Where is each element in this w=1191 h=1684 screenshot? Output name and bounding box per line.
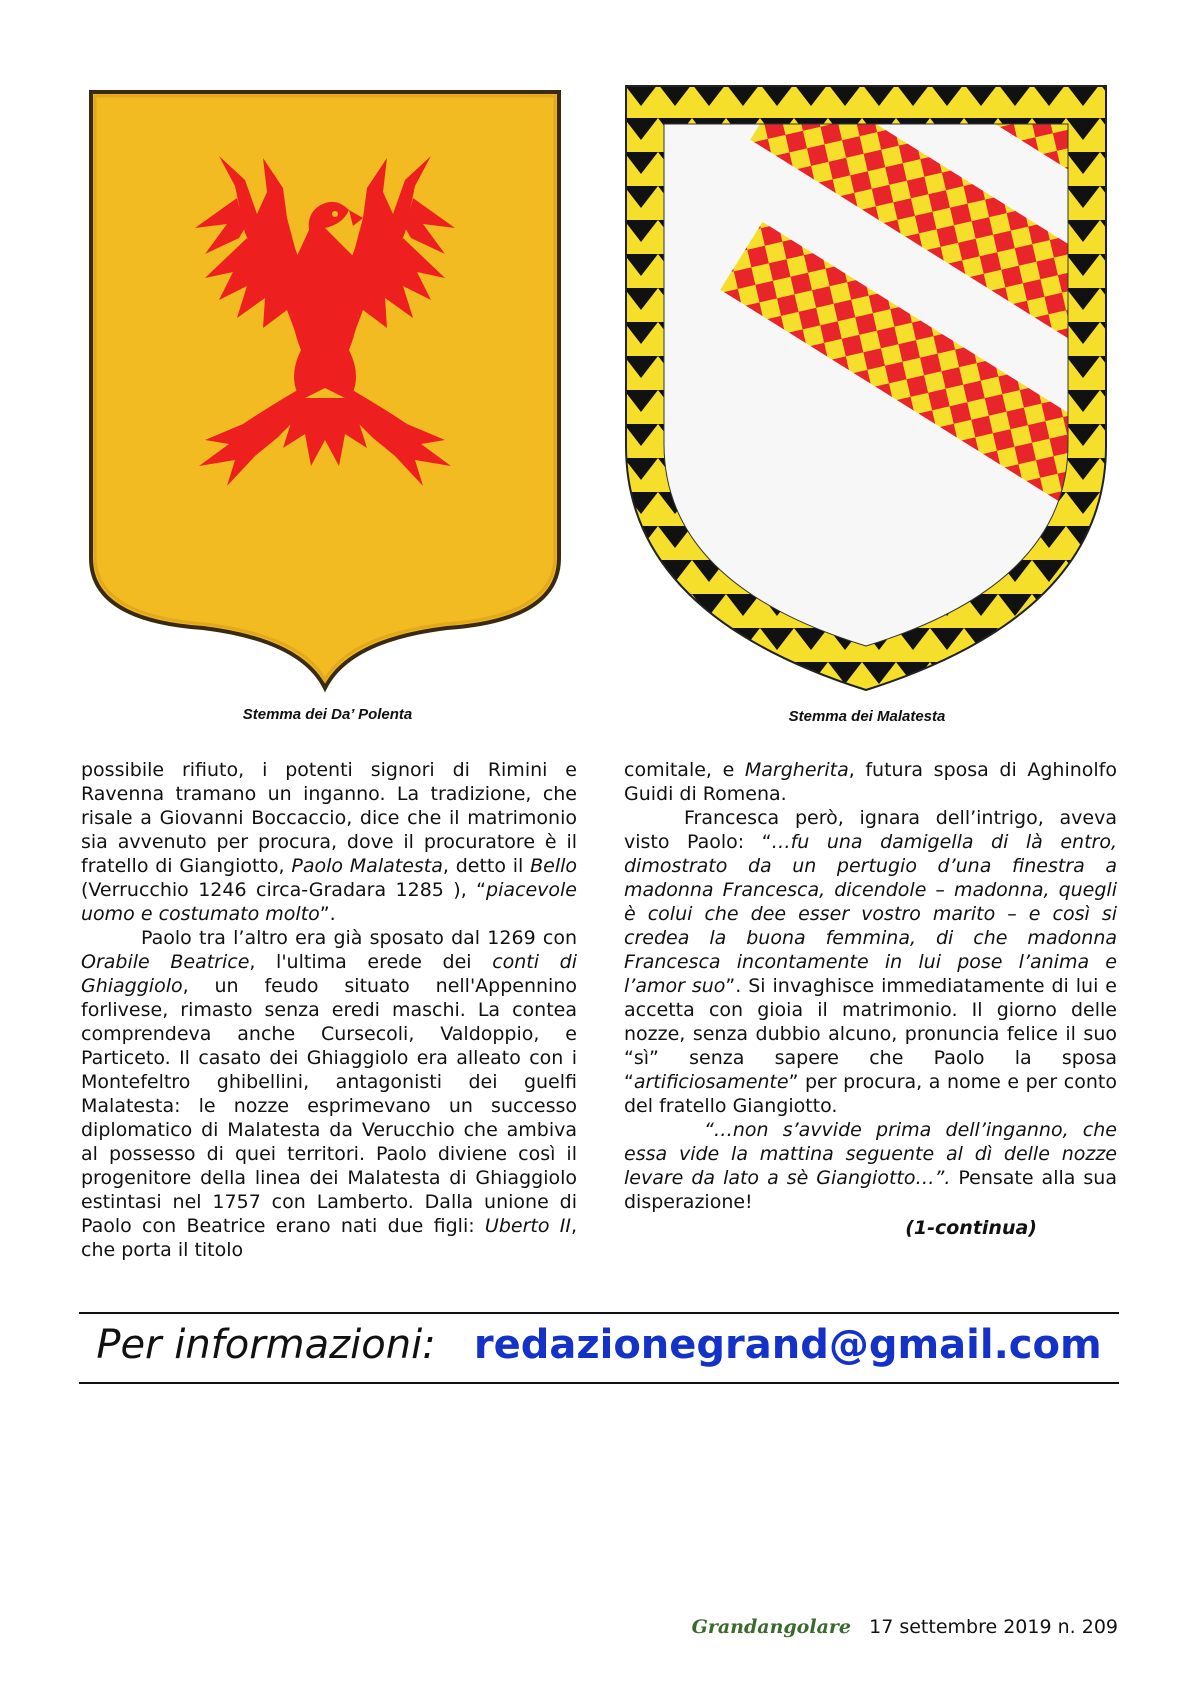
text-run: Francesca però, ignara dell’intrigo, aveva visto Paolo: “ xyxy=(624,807,1117,853)
paragraph xyxy=(624,806,1117,1118)
text-run: Pensate alla sua disperazione! xyxy=(624,1167,1117,1213)
text-run: , l'ultima erede dei xyxy=(249,951,493,973)
text-run: , un feudo situato nell'Appennino forlivese, rimasto senza eredi maschi. La contea comprendeva anche Cursecoli, Valdoppio, e Particeto. Il casato dei Ghiaggiolo era alleato con i Montefeltro ghibellini, antagonisti dei guelfi Malatesta: le nozze esprimevano un successo diplomatico di Malatesta da Verucchio che ambiva al possesso di quei territori. Paolo diviene così il progenitore della linea dei Malatesta di Ghiaggiolo estintasi nel 1757 con Lamberto. Dalla unione di Paolo con Beatrice erano nati due figli: xyxy=(81,975,577,1237)
paragraph xyxy=(624,1118,1117,1214)
text-run: possibile rifiuto, i potenti signori di Rimini e Ravenna tramano un inganno. La tradizione, che risale a Giovanni Boccaccio, dice che il matrimonio sia avvenuto per procura, dove il procuratore è il fratello di Giangiotto, xyxy=(81,759,577,877)
page-footer xyxy=(692,1616,1118,1638)
footer-date: 17 settembre 2019 n. 209 xyxy=(869,1616,1118,1638)
malatesta-coat-of-arms-icon xyxy=(624,84,1108,692)
info-label: Per informazioni: xyxy=(96,1322,436,1368)
right-text-column xyxy=(624,758,1117,1240)
text-run: ” per procura, a nome e per conto del fratello Giangiotto. xyxy=(624,1071,1117,1117)
continua-note: (1-continua) xyxy=(905,1217,1037,1239)
info-spacer xyxy=(448,1322,461,1368)
da-polenta-coat-of-arms-icon xyxy=(87,88,563,695)
info-email-link[interactable]: redazionegrand@gmail.com xyxy=(473,1322,1102,1368)
footer-brand: Grandangolare xyxy=(691,1616,851,1638)
italic-run: Orabile Beatrice xyxy=(81,951,250,973)
italic-run: piacevole uomo e costumato molto xyxy=(81,879,577,925)
italic-run: …fu una damigella di là entro, dimostrato da un pertugio d’una finestra a madonna Francesca, dicendole – madonna, quegli è colui che dee esser vostro marito – e così si credea la buona femmina, di che madonna Francesca incontamente in lui pose l’anima e l’amor suo xyxy=(624,831,1117,997)
text-run: Paolo tra l’altro era già sposato dal 1269 con xyxy=(141,927,577,949)
footer-spacer xyxy=(857,1616,863,1638)
paragraph xyxy=(81,758,577,926)
divider xyxy=(79,1382,1119,1384)
text-run: ”. xyxy=(319,903,336,925)
text-run: comitale, e xyxy=(624,759,745,781)
text-run: , futura sposa di Aghinolfo Guidi di Romena. xyxy=(624,759,1117,805)
info-banner xyxy=(79,1318,1119,1372)
caption-malatesta: Stemma dei Malatesta xyxy=(788,708,946,725)
italic-run: Bello xyxy=(530,855,577,877)
text-run: , detto il xyxy=(442,855,531,877)
text-run: ”. Si invaghisce immediatamente di lui e accetta con gioia il matrimonio. Il giorno delle nozze, senza dubbio alcuno, pronuncia felice il suo “sì” senza sapere che Paolo la sposa “ xyxy=(624,975,1117,1093)
italic-run: Uberto II xyxy=(484,1215,571,1237)
italic-run: artificiosamente xyxy=(633,1071,789,1093)
paragraph xyxy=(624,758,1117,806)
divider xyxy=(79,1312,1119,1314)
italic-run: conti di Ghiaggiolo xyxy=(81,951,577,997)
italic-run: Margherita xyxy=(744,759,849,781)
caption-da-polenta: Stemma dei Da’ Polenta xyxy=(242,706,413,723)
italic-run: Paolo Malatesta xyxy=(291,855,443,877)
left-text-column xyxy=(81,758,577,1262)
text-run: (Verrucchio 1246 circa-Gradara 1285 ), “ xyxy=(81,879,487,901)
text-run: , che porta il titolo xyxy=(81,1215,577,1261)
paragraph xyxy=(81,926,577,1262)
italic-run: “…non s’avvide prima dell’inganno, che essa vide la mattina seguente al dì delle nozze levare da lato a sè Giangiotto…”. xyxy=(624,1119,1117,1189)
